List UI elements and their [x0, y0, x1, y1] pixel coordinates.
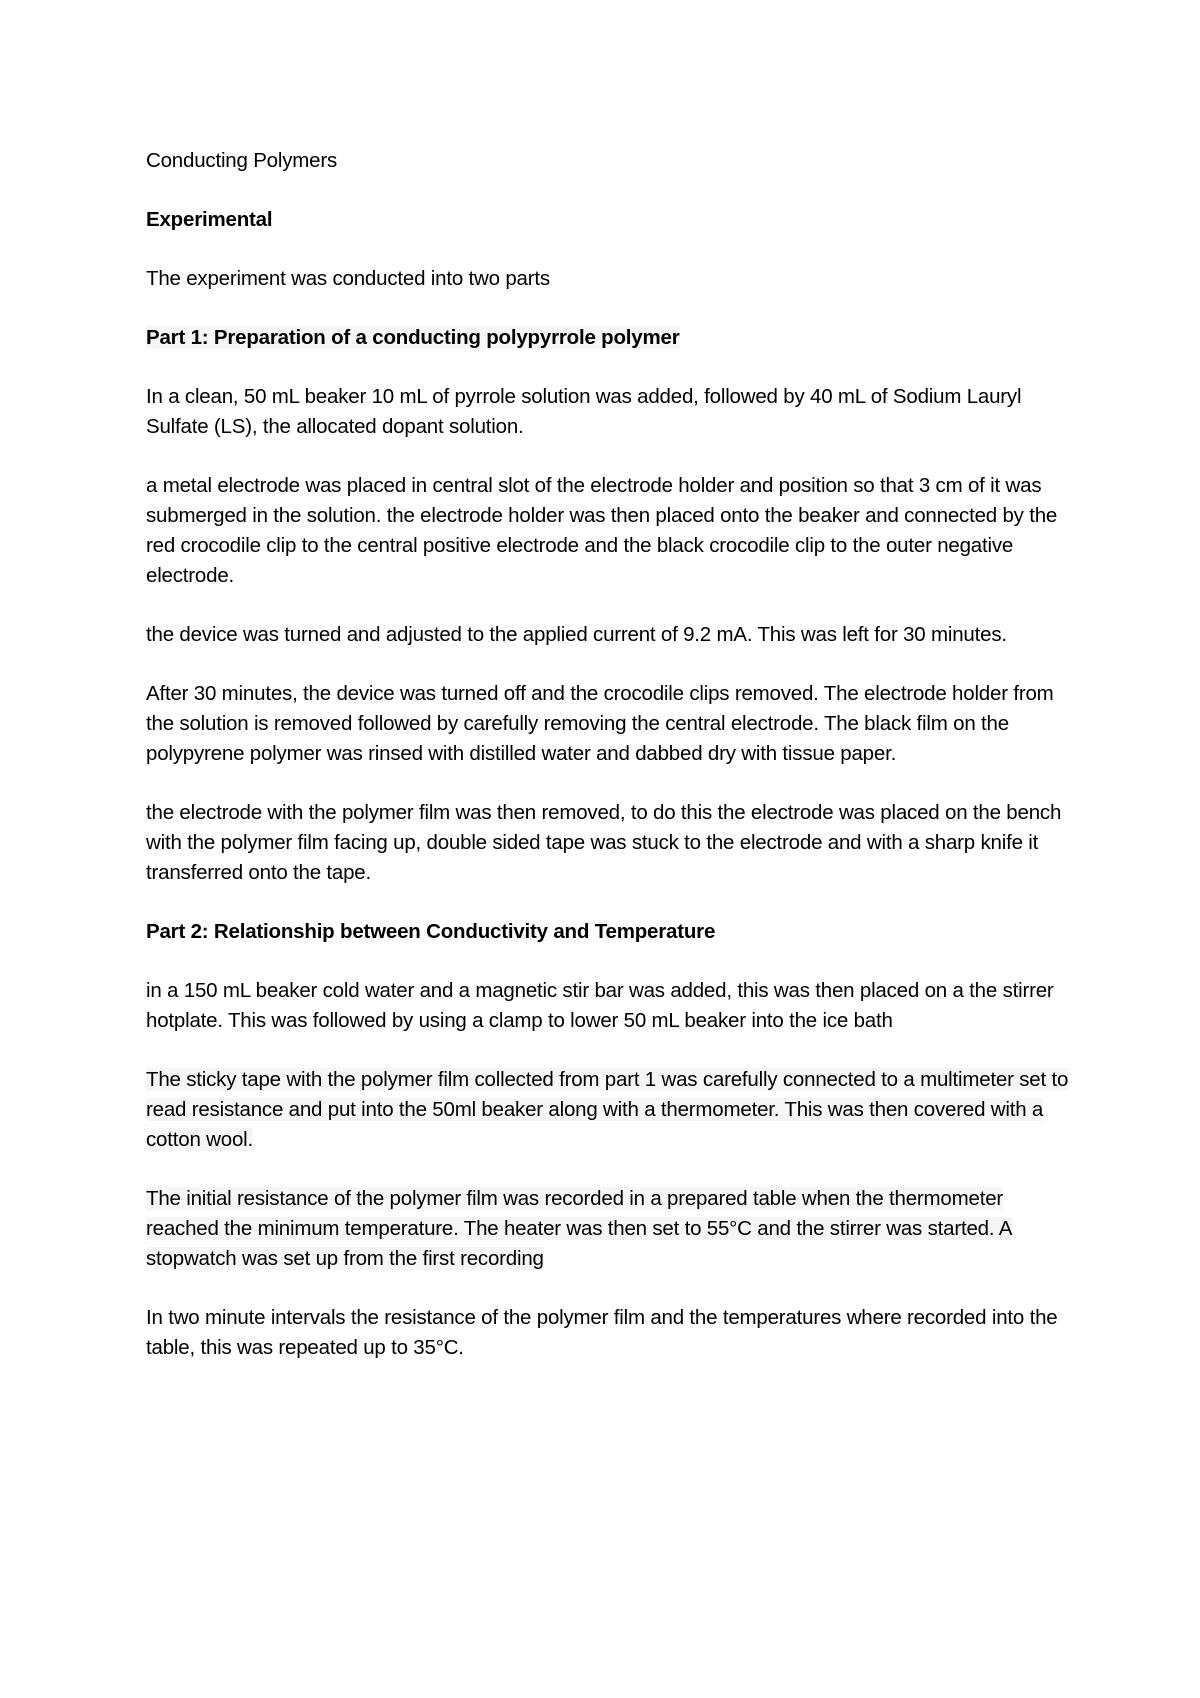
- part2-paragraph: [146, 1065, 1076, 1155]
- part2-heading: Part 2: Relationship between Conductivity and Temperature: [146, 920, 716, 943]
- part1-paragraph: a metal electrode was placed in central slot of the electrode holder and position so that 3 cm of it was submerged in the solution. the electrode holder was then placed onto the beaker and connected by the red crocodile clip to the central positive electrode and the black crocodile clip to the outer negative electrode.: [146, 474, 1058, 587]
- document-title: Conducting Polymers: [146, 149, 338, 172]
- section-heading: Experimental: [146, 208, 273, 231]
- document-page: [146, 146, 1076, 1392]
- part2-paragraph: [146, 1184, 1076, 1274]
- part1-heading-text: Part 1: Preparation of a conducting polypyrrole polymer: [146, 326, 680, 349]
- part1-paragraph: After 30 minutes, the device was turned off and the crocodile clips removed. The electrode holder from the solution is removed followed by carefully removing the central electrode. The black film on the polypyrene polymer was rinsed with distilled water and dabbed dry with tissue paper.: [146, 682, 1054, 765]
- part2-paragraph: In two minute intervals the resistance of the polymer film and the temperatures where recorded into the table, this was repeated up to 35°C.: [146, 1306, 1058, 1359]
- part2-paragraph-text: The initial resistance of the polymer film was recorded in a prepared table when the thermometer reached the minimum temperature. The heater was then set to 55°C and the stirrer was started. A stopwatch was set up from the first recording: [146, 1187, 1013, 1270]
- part2-paragraph: in a 150 mL beaker cold water and a magnetic stir bar was added, this was then placed on a the stirrer hotplate. This was followed by using a clamp to lower 50 mL beaker into the ice bath: [146, 979, 1054, 1032]
- part1-heading: [146, 323, 1076, 353]
- intro-paragraph: The experiment was conducted into two parts: [146, 267, 550, 290]
- part2-paragraph-text: The sticky tape with the polymer film collected from part 1 was carefully connected to a multimeter set to read resistance and put into the 50ml beaker along with a thermometer. This was then covered with a cotton wool.: [146, 1068, 1069, 1151]
- part1-paragraph: the electrode with the polymer film was then removed, to do this the electrode was placed on the bench with the polymer film facing up, double sided tape was stuck to the electrode and with a sharp knife it transferred onto the tape.: [146, 801, 1062, 884]
- part1-paragraph: the device was turned and adjusted to the applied current of 9.2 mA. This was left for 30 minutes.: [146, 623, 1007, 646]
- part1-paragraph: In a clean, 50 mL beaker 10 mL of pyrrole solution was added, followed by 40 mL of Sodium Lauryl Sulfate (LS), the allocated dopant solution.: [146, 385, 1022, 438]
